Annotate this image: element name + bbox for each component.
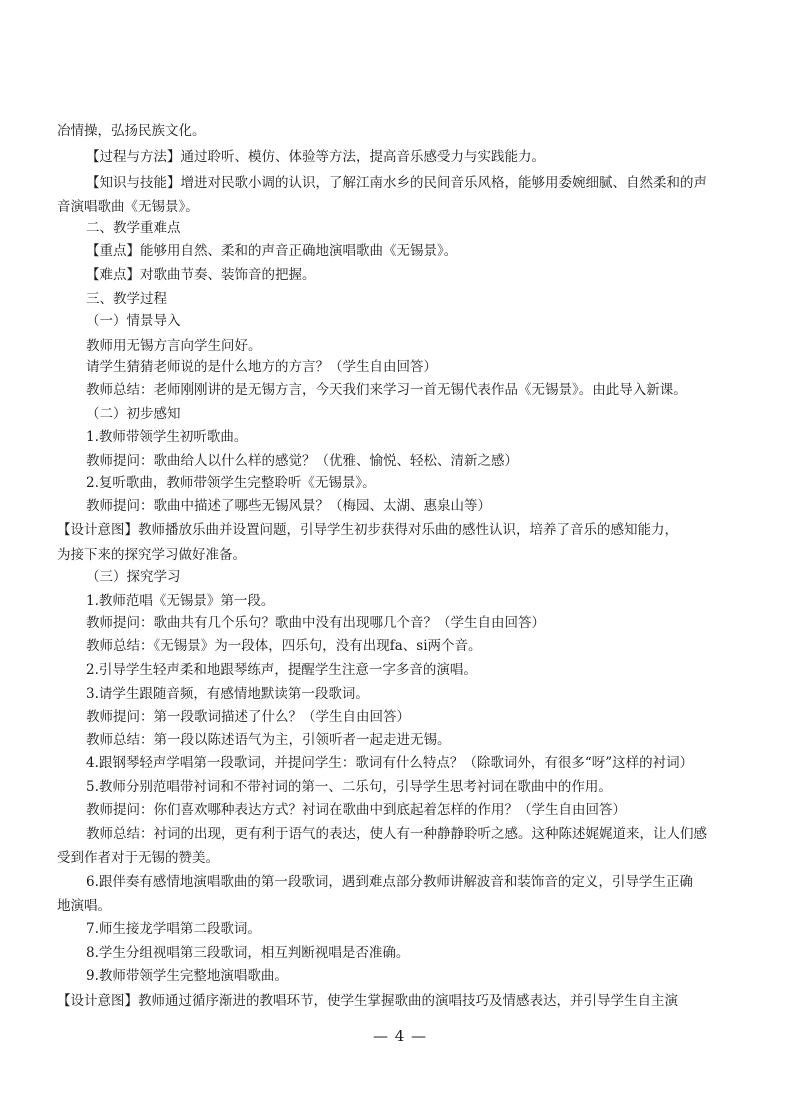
text-line: 教师提问：第一段歌词描述了什么？（学生自由回答） [86, 709, 410, 725]
text-line: 8.学生分组视唱第三段歌词，相互判断视唱是否准确。 [86, 945, 410, 961]
text-line: 请学生猜猜老师说的是什么地方的方言？（学生自由回答） [86, 359, 437, 375]
text-line: 地演唱。 [57, 898, 111, 914]
text-line: 为接下来的探究学习做好准备。 [57, 547, 246, 563]
subsection-heading: （三）探究学习 [86, 569, 181, 585]
text-line: 音演唱歌曲《无锡景》。 [57, 199, 199, 215]
section-heading: 二、教学重难点 [86, 220, 181, 236]
text-line: 教师总结：老师刚刚讲的是无锡方言，今天我们来学习一首无锡代表作品《无锡景》。由此导入新课。 [86, 382, 687, 398]
text-line: 5.教师分别范唱带衬词和不带衬词的第一、二乐句，引导学生思考衬词在歌曲中的作用。 [86, 779, 612, 795]
text-line: 2.复听歌曲，教师带领学生完整聆听《无锡景》。 [86, 475, 376, 491]
text-line: 教师提问：歌曲给人以什么样的感觉？（优雅、愉悦、轻松、清新之感） [86, 453, 518, 469]
text-line: 【重点】能够用自然、柔和的声音正确地演唱歌曲《无锡景》。 [86, 243, 458, 259]
text-line: 3.请学生跟随音频，有感情地默读第一段歌词。 [86, 686, 369, 702]
text-line: 【难点】对歌曲节奏、装饰音的把握。 [86, 267, 316, 283]
text-line: 9.教师带领学生完整地演唱歌曲。 [86, 968, 288, 984]
subsection-heading: （二）初步感知 [86, 406, 181, 422]
text-line: 教师总结：衬词的出现，更有利于语气的表达，使人有一种静静聆听之感。这种陈述娓娓道来，让人们感 [86, 826, 707, 842]
text-line: 2.引导学生轻声柔和地跟琴练声，提醒学生注意一字多音的演唱。 [86, 662, 477, 678]
text-line: 【设计意图】教师播放乐曲并设置问题，引导学生初步获得对乐曲的感性认识，培养了音乐的感知能力， [57, 522, 678, 538]
text-line: 教师用无锡方言向学生问好。 [86, 338, 262, 354]
text-line: 1.教师带领学生初听歌曲。 [86, 429, 248, 445]
text-line: 教师提问：歌曲中描述了哪些无锡风景？（梅园、太湖、惠泉山等） [86, 498, 491, 514]
text-line: 6.跟伴奏有感情地演唱歌曲的第一段歌词，遇到难点部分教师讲解波音和装饰音的定义，引导学生正确 [86, 874, 693, 890]
text-line: 教师总结：第一段以陈述语气为主，引领听者一起走进无锡。 [86, 732, 451, 748]
text-line: 4.跟钢琴轻声学唱第一段歌词，并提问学生：歌词有什么特点？（除歌词外，有很多“呀”这样的衬词） [86, 755, 694, 771]
text-line: 教师提问：歌曲共有几个乐句？歌曲中没有出现哪几个音？（学生自由回答） [86, 615, 545, 631]
text-line: 1.教师范唱《无锡景》第一段。 [86, 593, 275, 609]
text-line: 【设计意图】教师通过循序渐进的教唱环节，使学生掌握歌曲的演唱技巧及情感表达，并引导学生自主演 [57, 993, 678, 1009]
section-heading: 三、教学过程 [86, 291, 167, 307]
page-number: — 4 — [372, 1027, 428, 1045]
text-line: 【过程与方法】通过聆听、模仿、体验等方法，提高音乐感受力与实践能力。 [86, 149, 545, 165]
text-line: 教师提问：你们喜欢哪种表达方式？衬词在歌曲中到底起着怎样的作用？（学生自由回答） [86, 802, 626, 818]
text-line: 冶情操，弘扬民族文化。 [57, 123, 206, 139]
text-line: 7.师生接龙学唱第二段歌词。 [86, 921, 261, 937]
text-line: 【知识与技能】增进对民歌小调的认识，了解江南水乡的民间音乐风格，能够用委婉细腻、自然柔和的声 [86, 175, 707, 191]
subsection-heading: （一）情景导入 [86, 313, 181, 329]
text-line: 教师总结：《无锡景》为一段体，四乐句，没有出现fa、si两个音。 [86, 638, 482, 654]
text-line: 受到作者对于无锡的赞美。 [57, 850, 219, 866]
